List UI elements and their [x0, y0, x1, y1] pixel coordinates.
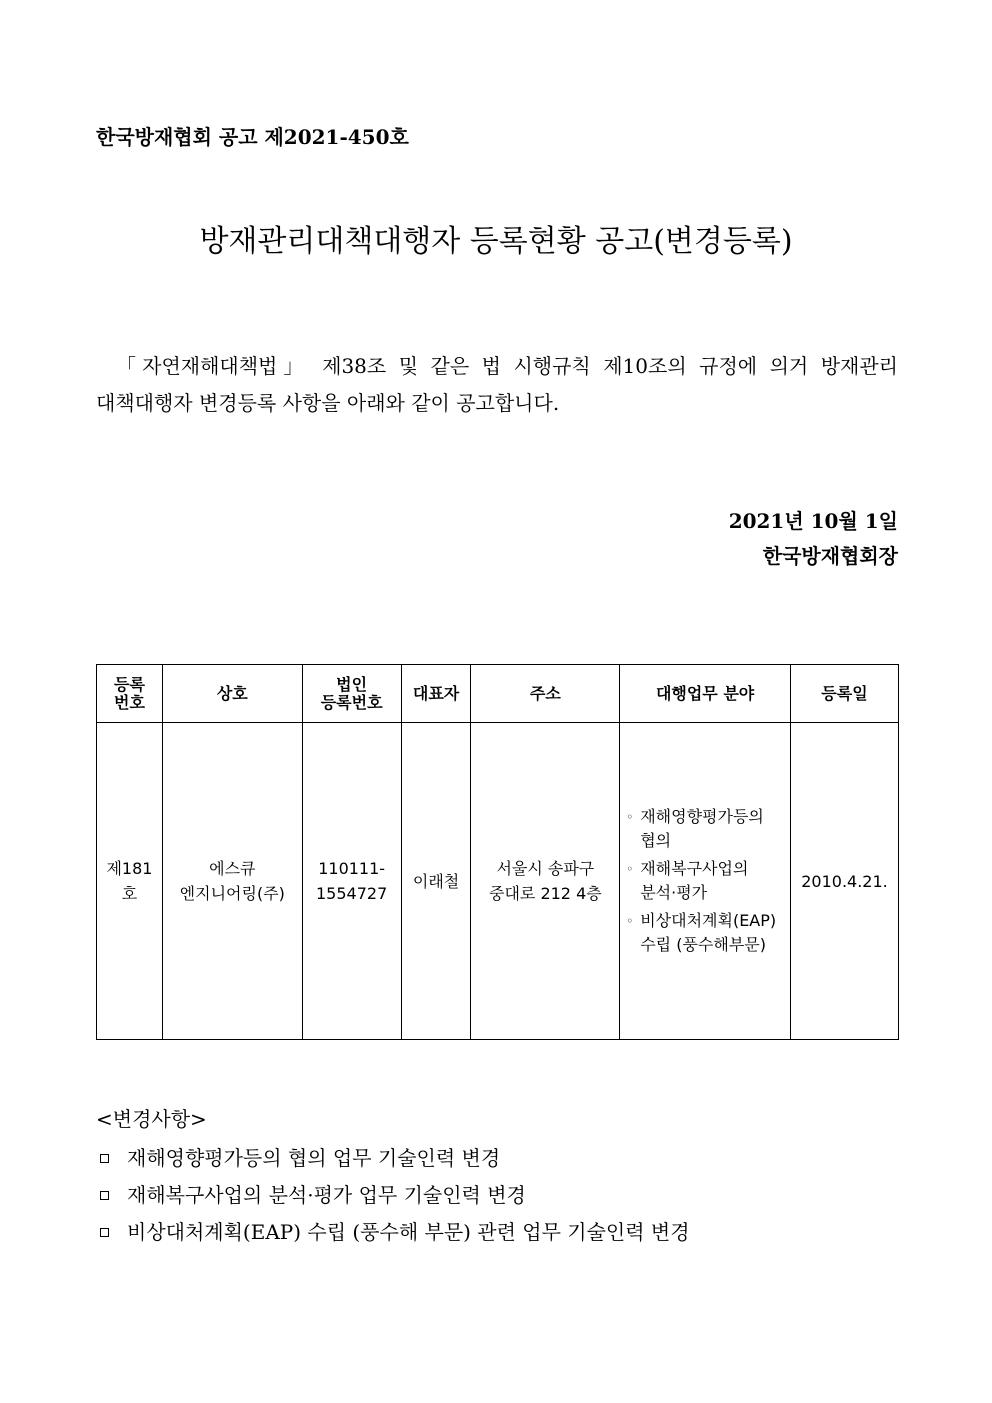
- header-reg-no-line-1: 등록: [114, 674, 145, 694]
- list-item-text: 비상대처계획(EAP) 수립 (풍수해 부문) 관련 업무 기술인력 변경: [127, 1220, 690, 1244]
- notice-body-line-2: 대책대행자 변경등록 사항을 아래와 같이 공고합니다.: [96, 391, 560, 415]
- table-header-row: [97, 665, 899, 723]
- notice-date: 2021년 10월 1일: [728, 509, 898, 533]
- field-item-line-1: 비상대처계획(EAP): [640, 911, 777, 930]
- header-address: 주소: [471, 665, 620, 723]
- changes-list: [100, 1140, 690, 1251]
- circle-bullet-icon: ◦: [626, 914, 634, 928]
- header-corp-no-line-1: 법인: [336, 674, 368, 694]
- circle-bullet-icon: ◦: [626, 862, 634, 876]
- cell-address-line-2: 중대로 212 4층: [488, 884, 602, 903]
- header-ceo: 대표자: [401, 665, 471, 723]
- list-item-text: 재해영향평가등의 협의 업무 기술인력 변경: [127, 1146, 501, 1170]
- header-corp-no: [302, 665, 401, 723]
- cell-address: [471, 723, 620, 1040]
- list-item: [100, 1177, 690, 1214]
- field-item-line-2: 협의: [640, 831, 672, 850]
- header-reg-no-line-2: 번호: [114, 692, 145, 712]
- notice-body: [96, 348, 898, 422]
- field-item: [624, 909, 788, 957]
- table-row: [97, 723, 899, 1040]
- cell-company-line-2: 엔지니어링(주): [179, 884, 285, 903]
- cell-company: [162, 723, 302, 1040]
- notice-body-line-1: 「자연재해대책법」 제38조 및 같은 법 시행규칙 제10조의 규정에 의거 방재관리: [116, 354, 898, 378]
- list-item: [100, 1214, 690, 1251]
- cell-corp-no: [302, 723, 401, 1040]
- header-reg-no: [97, 665, 163, 723]
- notice-number: 한국방재협회 공고 제2021-450호: [96, 125, 409, 149]
- cell-ceo: 이래철: [401, 723, 471, 1040]
- field-item-line-2: 분석·평가: [640, 883, 708, 902]
- cell-address-line-1: 서울시 송파구: [496, 859, 595, 878]
- header-corp-no-line-2: 등록번호: [320, 692, 383, 712]
- field-item: [624, 805, 788, 853]
- list-item-text: 재해복구사업의 분석·평가 업무 기술인력 변경: [127, 1183, 526, 1207]
- field-item-line-1: 재해복구사업의: [640, 859, 749, 878]
- cell-corp-no-line-1: 110111-: [318, 859, 386, 878]
- square-bullet-icon: [100, 1154, 109, 1163]
- cell-reg-date: 2010.4.21.: [790, 723, 898, 1040]
- cell-fields: [620, 723, 791, 1040]
- header-reg-date: 등록일: [790, 665, 898, 723]
- list-item: [100, 1140, 690, 1177]
- header-fields: 대행업무 분야: [620, 665, 791, 723]
- cell-reg-no: 제181호: [97, 723, 163, 1040]
- circle-bullet-icon: ◦: [626, 810, 634, 824]
- registration-table: [96, 664, 899, 1040]
- square-bullet-icon: [100, 1191, 109, 1200]
- square-bullet-icon: [100, 1228, 109, 1237]
- changes-heading: <변경사항>: [96, 1107, 207, 1131]
- field-item-line-2: 수립 (풍수해부문): [640, 935, 766, 954]
- issuer-name: 한국방재협회장: [762, 544, 898, 568]
- header-company: 상호: [162, 665, 302, 723]
- document-title: 방재관리대책대행자 등록현황 공고(변경등록): [199, 224, 793, 259]
- field-item: [624, 857, 788, 905]
- cell-company-line-1: 에스큐: [209, 859, 256, 878]
- cell-corp-no-line-2: 1554727: [316, 884, 388, 903]
- field-item-line-1: 재해영향평가등의: [640, 807, 764, 826]
